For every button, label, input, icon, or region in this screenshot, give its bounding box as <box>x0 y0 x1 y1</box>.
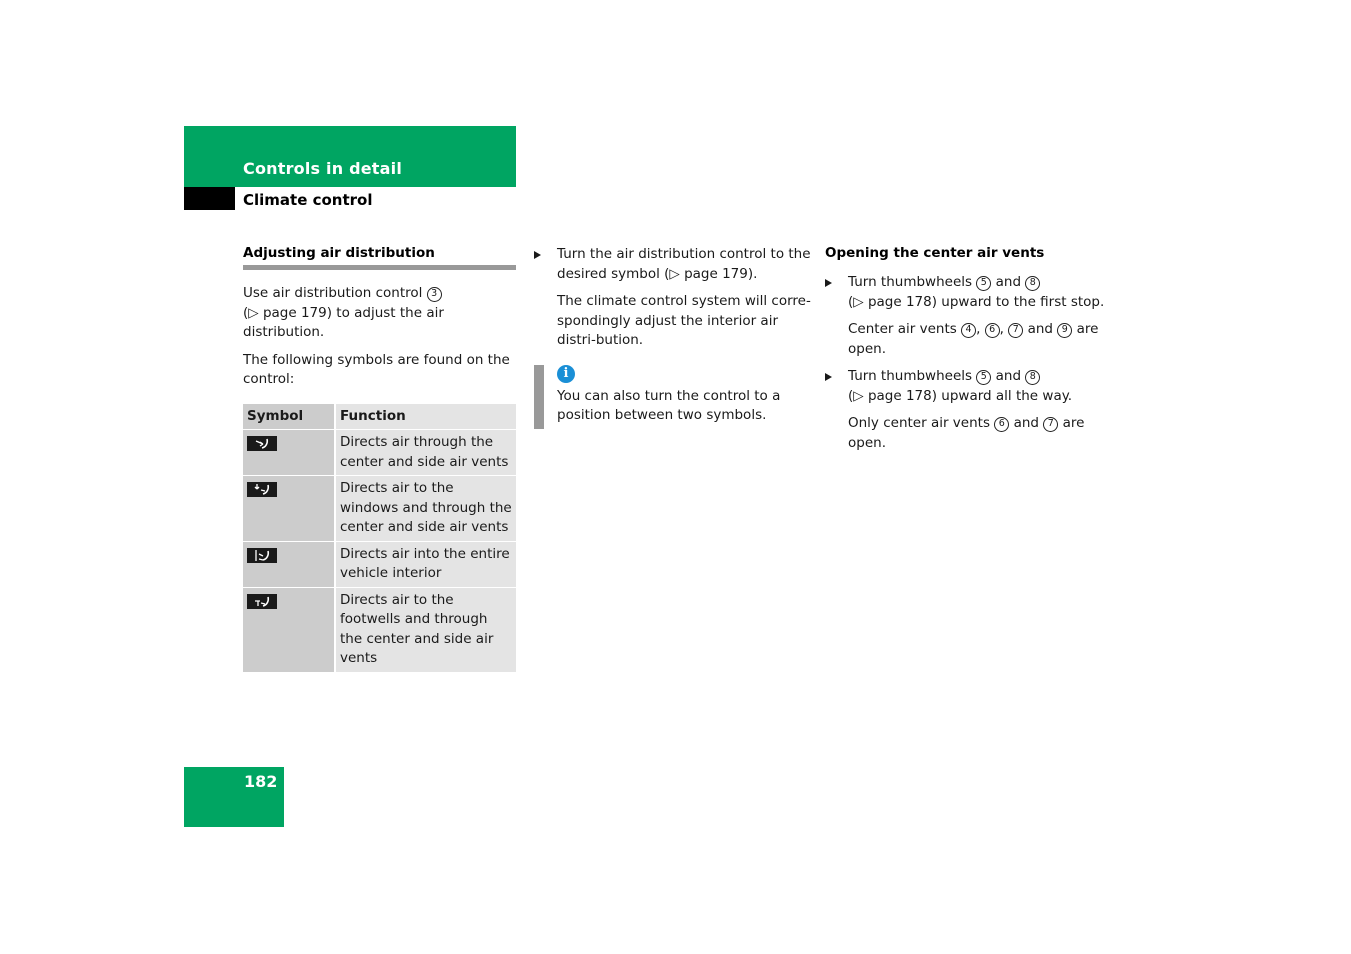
step-result <box>825 414 1115 453</box>
column-header-function: Function <box>335 404 516 430</box>
ref-number: 4 <box>961 323 976 338</box>
column-left <box>243 245 516 673</box>
function-cell: Directs air to the footwells and through the center and side air vents <box>335 587 516 672</box>
page-number: 182 <box>244 772 278 791</box>
text-fragment: are open. <box>848 415 1085 451</box>
table-row <box>243 476 516 542</box>
ref-number: 9 <box>1057 323 1072 338</box>
text-fragment: Turn thumbwheels <box>848 274 973 290</box>
function-cell: Directs air through the center and side air vents <box>335 430 516 476</box>
ref-number: 7 <box>1043 417 1058 432</box>
info-text: You can also turn the control to a position between two symbols. <box>557 387 781 423</box>
text-fragment: and <box>1013 415 1039 431</box>
instruction-step <box>534 245 814 284</box>
text-fragment: and <box>1027 321 1053 337</box>
section-tab-marker <box>184 187 235 210</box>
table-row <box>243 587 516 672</box>
text-fragment: are open. <box>848 321 1099 357</box>
info-note-bar <box>534 365 544 429</box>
step-result <box>825 320 1115 359</box>
ref-number: 5 <box>976 276 991 291</box>
windshield-vents-airflow-icon <box>247 482 277 497</box>
ref-number: 8 <box>1025 276 1040 291</box>
text-fragment: and <box>995 368 1022 384</box>
step-result: The climate control system will corre-spondingly adjust the interior air distri-bution. <box>557 293 811 348</box>
column-header-symbol: Symbol <box>243 404 335 430</box>
ref-number: 6 <box>985 323 1000 338</box>
all-directions-airflow-icon <box>247 548 277 563</box>
step-arrow-icon <box>825 373 832 381</box>
heading-rule <box>243 265 516 270</box>
function-cell: Directs air to the windows and through the center and side air vents <box>335 476 516 542</box>
intro-text-continued: (▷ page 179) to adjust the air distribution. <box>243 304 444 340</box>
text-fragment: , <box>976 321 981 337</box>
text-fragment: Center air vents <box>848 321 957 337</box>
text-fragment: (▷ page 178) upward all the way. <box>848 387 1073 404</box>
column-right <box>825 245 1115 453</box>
symbols-paragraph: The following symbols are found on the control: <box>243 351 510 387</box>
footwell-vents-airflow-icon <box>247 594 277 609</box>
ref-number: 8 <box>1025 370 1040 385</box>
table-row <box>243 541 516 587</box>
ref-number: 6 <box>994 417 1009 432</box>
intro-paragraph <box>243 284 516 343</box>
instruction-step <box>825 273 1115 312</box>
table-row <box>243 430 516 476</box>
info-icon: i <box>557 365 575 383</box>
chapter-title: Controls in detail <box>243 159 402 178</box>
ref-number: 3 <box>427 287 442 302</box>
text-fragment: (▷ page 178) upward to the first stop. <box>848 293 1105 310</box>
section-title: Climate control <box>243 191 373 209</box>
column-middle <box>534 245 814 426</box>
step-arrow-icon <box>534 251 541 259</box>
text-fragment: and <box>995 274 1022 290</box>
table-header-row <box>243 404 516 430</box>
vents-airflow-icon <box>247 436 277 451</box>
text-fragment: , <box>999 321 1004 337</box>
symbol-function-table <box>243 404 516 673</box>
step-text <box>848 273 1115 312</box>
intro-text: Use air distribution control <box>243 285 423 301</box>
step-text <box>848 367 1115 406</box>
instruction-step <box>825 367 1115 406</box>
text-fragment: Only center air vents <box>848 415 990 431</box>
step-arrow-icon <box>825 279 832 287</box>
air-distribution-heading: Adjusting air distribution <box>243 245 435 261</box>
center-vents-heading: Opening the center air vents <box>825 245 1045 261</box>
step-text: Turn the air distribution control to the desired symbol (▷ page 179). <box>557 246 811 282</box>
info-note <box>534 365 814 426</box>
ref-number: 5 <box>976 370 991 385</box>
ref-number: 7 <box>1008 323 1023 338</box>
function-cell: Directs air into the entire vehicle interior <box>335 541 516 587</box>
text-fragment: Turn thumbwheels <box>848 368 973 384</box>
